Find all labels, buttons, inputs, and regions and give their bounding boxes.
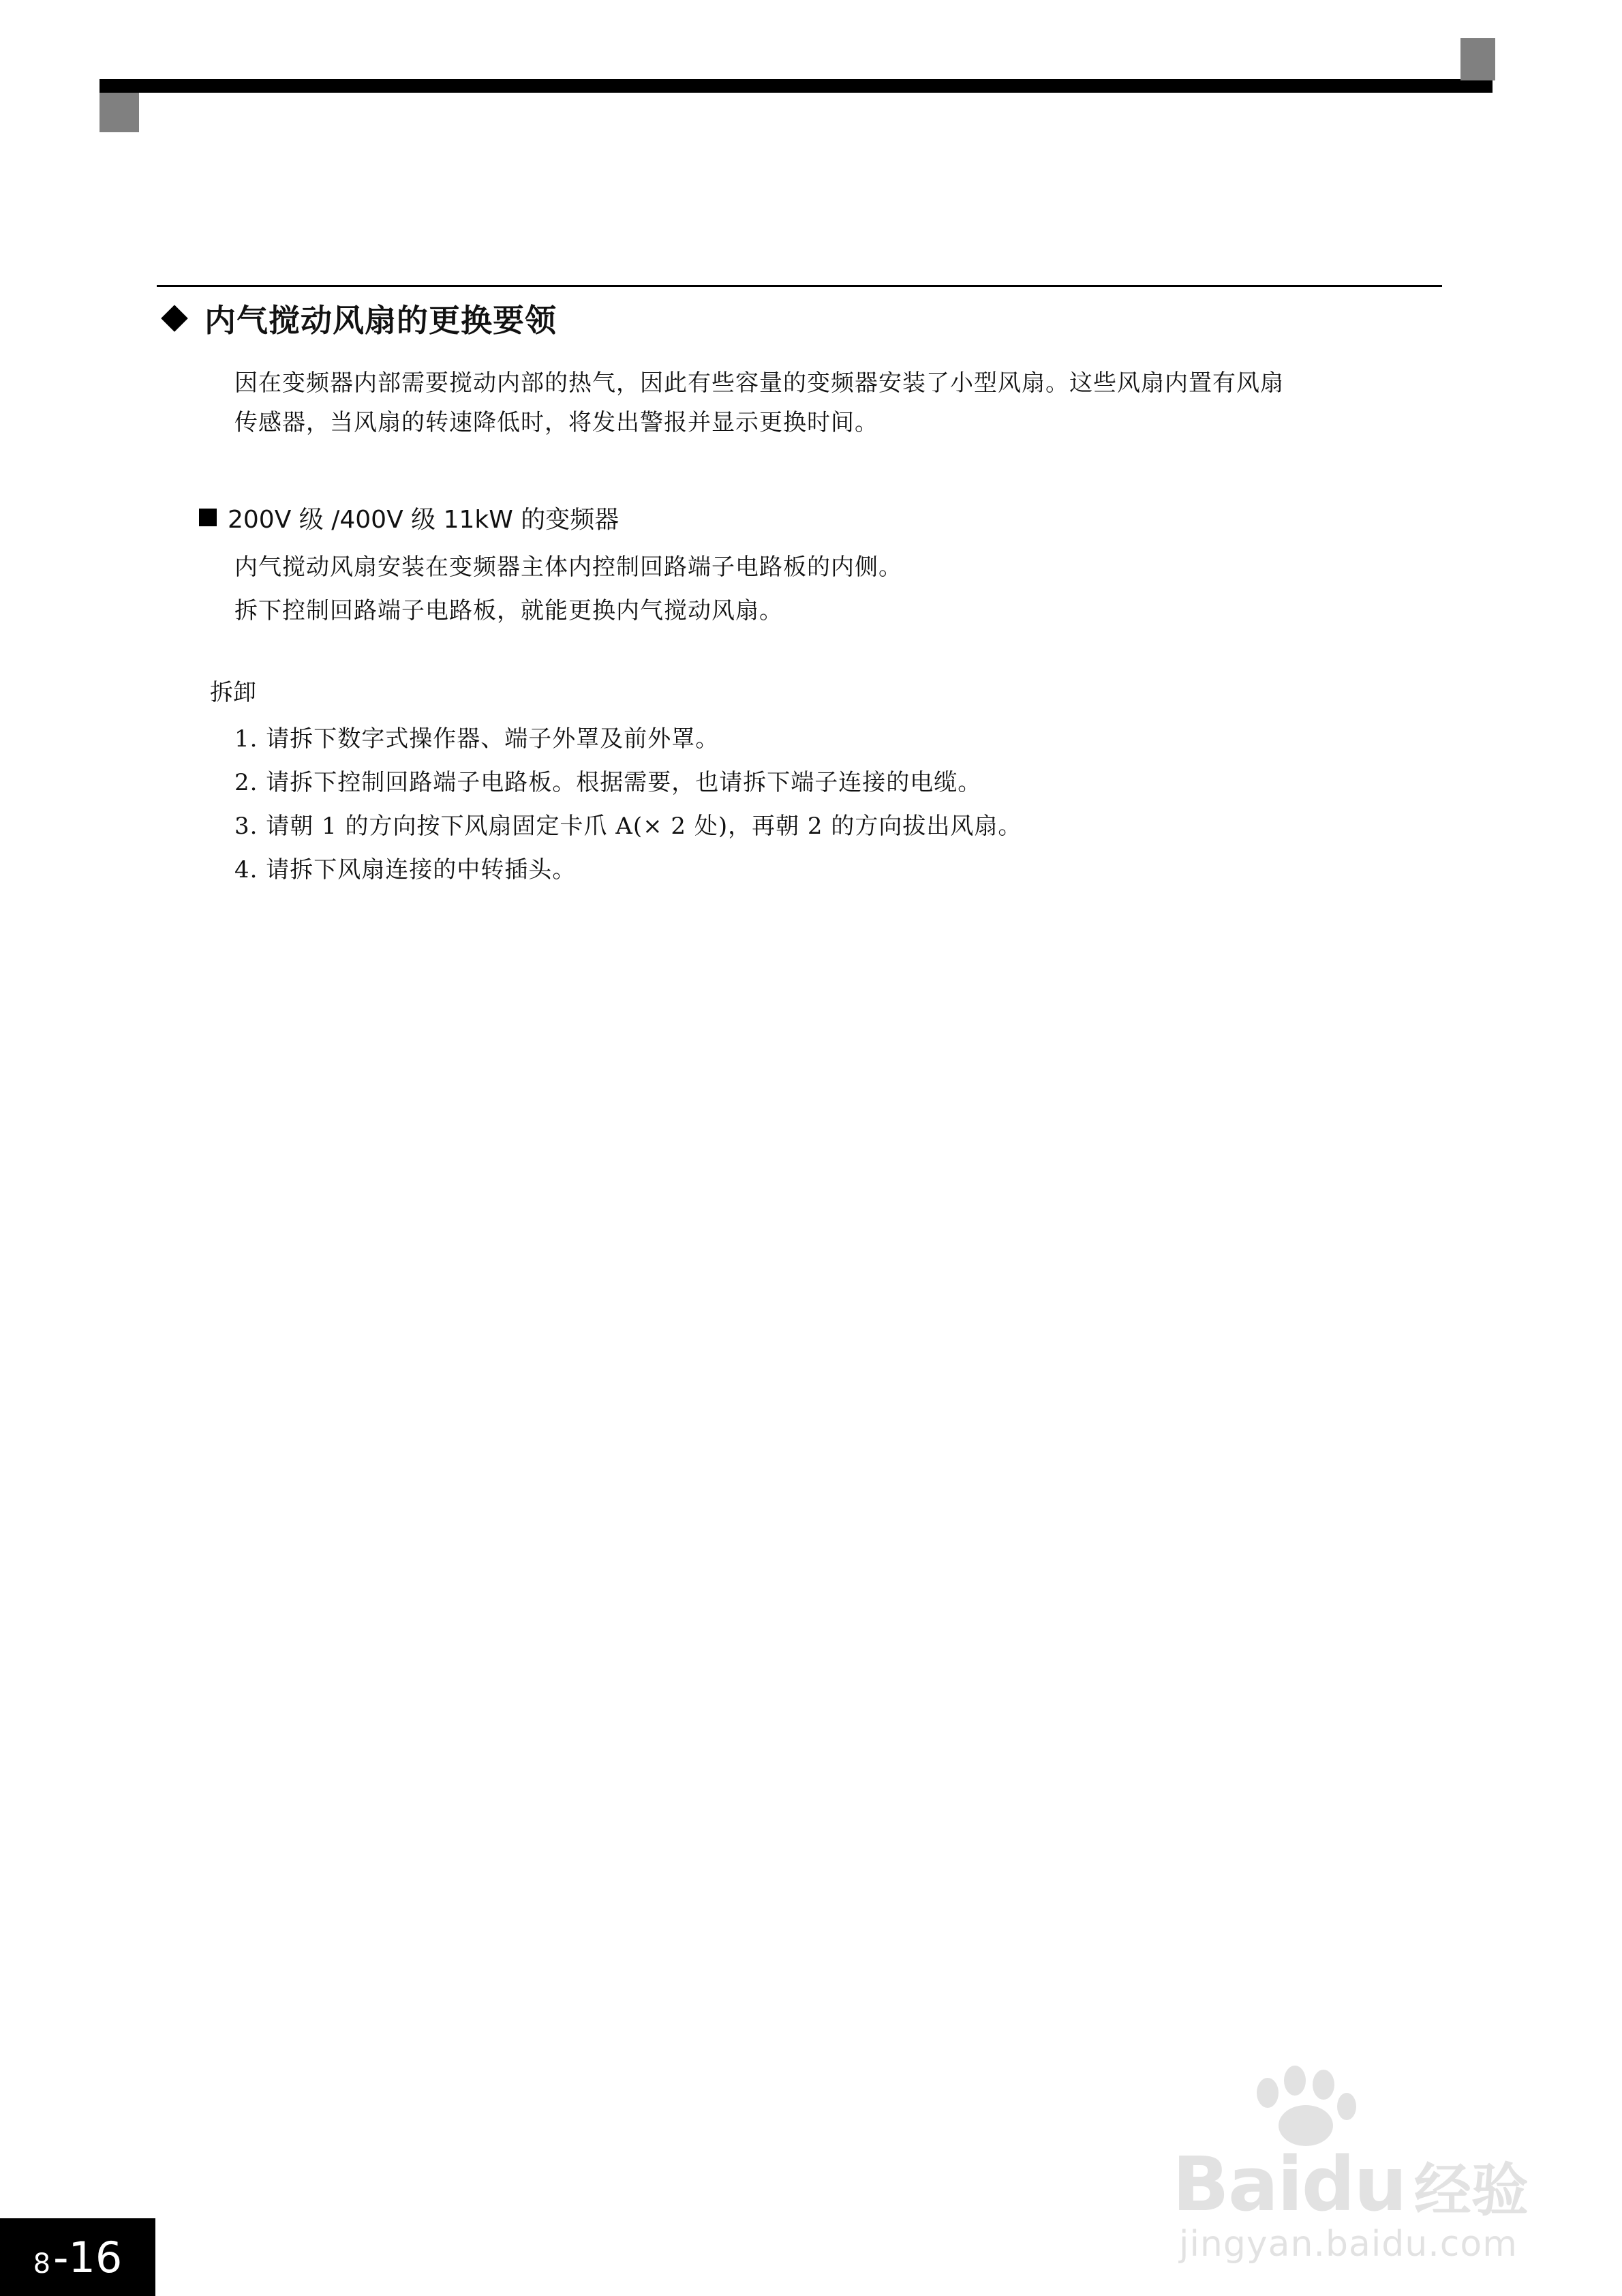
watermark-cn-text: 经验 <box>1413 2157 1529 2224</box>
header-corner-square-left <box>100 93 139 132</box>
section-divider <box>157 285 1442 287</box>
square-bullet-icon <box>199 509 217 526</box>
subsection-title: 200V 级 /400V 级 11kW 的变频器 <box>228 505 619 534</box>
subsection-description: 内气搅动风扇安装在变频器主体内控制回路端子电路板的内侧。 <box>234 554 902 581</box>
intro-paragraph-line: 传感器，当风扇的转速降低时，将发出警报并显示更换时间。 <box>234 409 878 436</box>
removal-heading: 拆卸 <box>210 679 256 706</box>
intro-paragraph-line: 因在变频器内部需要搅动内部的热气，因此有些容量的变频器安装了小型风扇。这些风扇内置有风扇 <box>234 369 1284 397</box>
page-number <box>0 2218 155 2296</box>
header-corner-square <box>1460 38 1495 80</box>
watermark-brand-text: Bai <box>1172 2141 1302 2228</box>
section-heading <box>158 294 557 342</box>
removal-step: 2. 请拆下控制回路端子电路板。根据需要，也请拆下端子连接的电缆。 <box>234 769 982 796</box>
section-title: 内气搅动风扇的更换要领 <box>204 302 557 339</box>
removal-step: 3. 请朝 1 的方向按下风扇固定卡爪 A(× 2 处)，再朝 2 的方向拔出风扇。 <box>234 813 1022 840</box>
paw-icon <box>1240 2066 1363 2147</box>
subsection-description: 拆下控制回路端子电路板，就能更换内气搅动风扇。 <box>234 597 783 624</box>
removal-step: 1. 请拆下数字式操作器、端子外罩及前外罩。 <box>234 725 720 753</box>
baidu-jingyan-watermark <box>1145 2066 1554 2270</box>
watermark-url: jingyan.baidu.com <box>1179 2224 1518 2265</box>
subsection-heading <box>199 500 619 534</box>
removal-step: 4. 请拆下风扇连接的中转插头。 <box>234 856 577 883</box>
watermark-brand-tail: du <box>1301 2141 1406 2228</box>
page-index: -16 <box>53 2232 123 2282</box>
diamond-bullet-icon <box>161 305 188 332</box>
watermark-brand <box>1172 2141 1529 2228</box>
header-bar <box>100 79 1493 93</box>
chapter-number: 8 <box>33 2248 51 2280</box>
